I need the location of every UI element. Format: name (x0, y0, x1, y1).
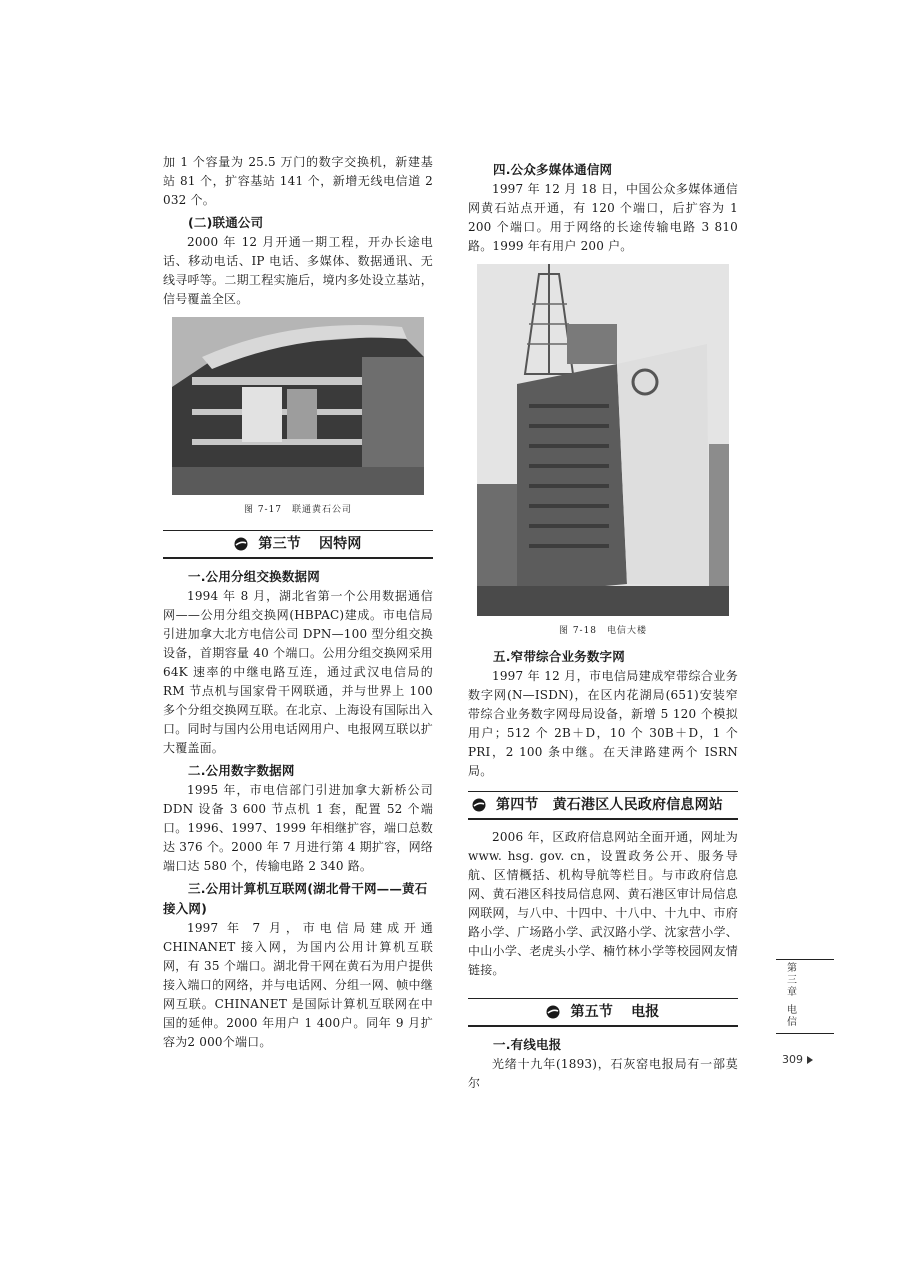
subheading: 二.公用数字数据网 (188, 763, 295, 778)
photo-unicom-building (172, 317, 424, 495)
globe-icon (234, 537, 248, 551)
photo-telecom-building (477, 264, 729, 616)
subheading: 三.公用计算机互联网(湖北骨干网——黄石接入网) (163, 881, 428, 916)
page-number: 309 (782, 1053, 813, 1066)
figure-caption: 图 7-17 联通黄石公司 (243, 505, 353, 515)
section-heading-4 (468, 791, 738, 820)
right-column (468, 160, 738, 1093)
section-number: 第四节 (496, 796, 539, 813)
left-column (163, 153, 433, 1052)
section-number: 第三节 (258, 535, 301, 552)
subheading-unicom: (二)联通公司 (188, 215, 264, 230)
paragraph: 2006 年，区政府信息网站全面开通，网址为 www. hsg. gov. cn，设置政务公开、服务导航、区情概括、机构导航等栏目。与市政府信息网、黄石港区科技局信息网、黄石港区审计局信息网联网，与八中、十四中、十八中、十九中、市府路小学、广场路小学、武汉路小学、沈家营小学、中山小学、老虎头小学、楠竹林小学等校园网友情链接。 (468, 830, 738, 977)
paragraph: 1997 年 12 月，市电信局建成窄带综合业务数字网(N—ISDN)，在区内花湖局(651)安装窄带综合业务数字网母局设备，新增 5 120 个模拟用户；512 个 2B＋D，10 个 30B＋D，1 个 PRI，2 100 条中继。在天津路建两个 ISRN 局。 (468, 669, 738, 778)
paragraph: 加 1 个容量为 25.5 万门的数字交换机，新建基站 81 个，扩容基站 141 个，新增无线电信道 2 032 个。 (163, 155, 433, 207)
chapter-side-tab (776, 959, 834, 1034)
subheading: 四.公众多媒体通信网 (493, 162, 613, 177)
paragraph: 2000 年 12 月开通一期工程，开办长途电话、移动电话、IP 电话、多媒体、数据通讯、无线寻呼等。二期工程实施后，境内多处设立基站，信号覆盖全区。 (163, 235, 433, 306)
section-heading-3 (163, 530, 433, 559)
subheading: 五.窄带综合业务数字网 (493, 649, 625, 664)
paragraph: 1997 年 12 月 18 日，中国公众多媒体通信网黄石站点开通，有 120 个端口，后扩容为 1 200 个端口。用于网络的长途传输电路 3 810 路。1999 年有用户 200 户。 (468, 182, 738, 253)
section-title: 因特网 (319, 535, 362, 552)
paragraph: 光绪十九年(1893)，石灰窑电报局有一部莫尔 (468, 1057, 738, 1090)
section-title: 黄石港区人民政府信息网站 (552, 796, 724, 813)
arrow-right-icon (807, 1056, 813, 1064)
subheading: 一.有线电报 (493, 1037, 562, 1052)
figure-caption: 图 7-18 电信大楼 (558, 626, 648, 636)
paragraph: 1994 年 8 月，湖北省第一个公用数据通信网——公用分组交换网(HBPAC)建成。市电信局引进加拿大北方电信公司 DPN—100 型分组交换设备，首期容量 40 个端口。公用分组交换网采用 64K 速率的中继电路互连，通过武汉电信局的 RM 节点机与国家骨干网联通，并与世界上 100 多个分组交换网互联。在北京、上海设有国际出入口。同时与国内公用电话网用户、电报网互联以扩大覆盖面。 (163, 589, 433, 755)
section-title: 电报 (631, 1003, 660, 1020)
subheading: 一.公用分组交换数据网 (188, 569, 320, 584)
chapter-label: 第 三 章 电 信 (787, 963, 797, 1028)
paragraph: 1997 年 7 月，市电信局建成开通 CHINANET 接入网，为国内公用计算机互联网，有 35 个端口。湖北骨干网在黄石为用户提供接入端口的网络，并与电话网、分组一网、帧中继网互联。CHINANET 是国际计算机互联网在中国的延伸。2000 年用户 1 400户。同年 9 月扩容为2 000个端口。 (163, 921, 433, 1049)
section-number: 第五节 (570, 1003, 614, 1020)
globe-icon (472, 798, 486, 812)
section-heading-5 (468, 998, 738, 1027)
globe-icon (546, 1005, 560, 1019)
paragraph: 1995 年，市电信部门引进加拿大新桥公司 DDN 设备 3 600 节点机 1 套，配置 52 个端口。1996、1997、1999 年相继扩容，端口总数达 376 个。2000 年 7 月进行第 4 期扩容，网络端口达 580 个，传输电路 2 340 路。 (163, 783, 433, 873)
